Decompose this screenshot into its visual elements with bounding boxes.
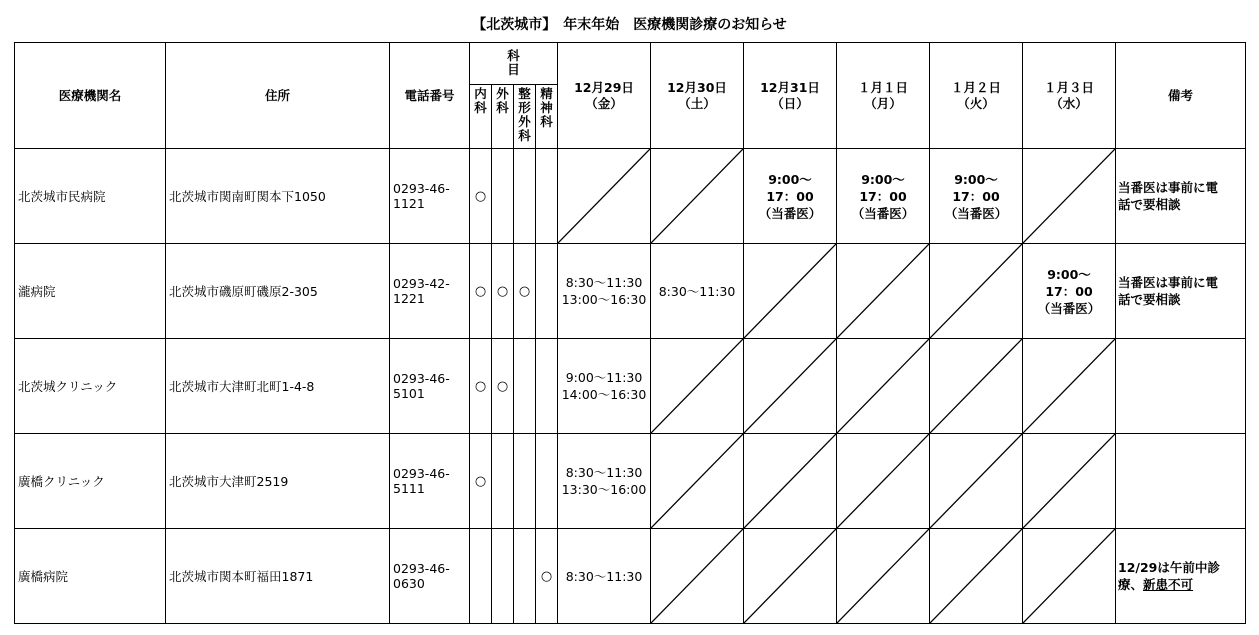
phone-line: 0293-42- [393,276,450,291]
remarks-cell [1116,149,1246,244]
phone-line: 1221 [393,291,425,306]
facility-name: 北茨城市民病院 [15,149,166,244]
dept-mark [492,529,514,624]
facility-phone [390,434,470,529]
dept-mark [514,149,536,244]
hours-line: 9:00～11:30 [565,370,643,385]
header-dept-char: 科 [518,128,531,143]
hours-line: 8:30～11:30 [658,283,736,299]
table-row [15,244,1246,339]
facility-phone [390,149,470,244]
closed-slash [651,339,744,434]
facility-phone [390,529,470,624]
header-dept-0 [470,85,492,149]
hours-line: 17：00 [859,188,907,204]
hours-line: 8:30～11:30 [565,465,643,480]
table-row [15,434,1246,529]
dept-mark [514,529,536,624]
day-cell [558,244,651,339]
facility-name: 廣橋病院 [15,529,166,624]
remarks-cell [1116,244,1246,339]
header-date-5: １月３日 （水） [1023,43,1116,149]
closed-slash [558,149,651,244]
hours-line: 13:00～16:30 [561,292,647,307]
closed-slash [837,244,930,339]
hours-line: 17：00 [1045,283,1093,299]
remarks-text: 療、 [1118,577,1144,592]
closed-slash [651,434,744,529]
facility-phone [390,244,470,339]
closed-slash [1023,339,1116,434]
phone-line: 0630 [393,576,425,591]
facility-address: 北茨城市大津町2519 [166,434,390,529]
closed-slash [744,339,837,434]
header-dept-3 [536,85,558,149]
hours-line: 14:00～16:30 [561,387,647,402]
remarks-line: 話で要相談 [1118,197,1181,212]
header-dept-char: 科 [474,100,487,115]
closed-slash [930,434,1023,529]
header-dept-char: 科 [496,100,509,115]
header-dept-2 [514,85,536,149]
remarks-line: 話で要相談 [1118,292,1181,307]
header-dept-char: 神 [540,100,553,115]
hours-line: （当番医） [851,205,915,221]
phone-line: 5101 [393,386,425,401]
dept-mark: ○ [536,529,558,624]
closed-slash [837,339,930,434]
day-cell [837,149,930,244]
dept-mark [514,339,536,434]
table-row [15,339,1246,434]
header-remarks: 備考 [1116,43,1246,149]
remarks-line: 当番医は事前に電 [1118,180,1219,195]
facility-name: 瀧病院 [15,244,166,339]
dept-mark [536,149,558,244]
closed-slash [651,149,744,244]
phone-line: 0293-46- [393,371,450,386]
remarks-cell [1116,339,1246,434]
day-cell [744,149,837,244]
closed-slash [930,339,1023,434]
dept-mark: ○ [492,339,514,434]
header-dept-1 [492,85,514,149]
hours-line: 9:00～ [768,171,812,187]
header-dept-char: 形 [518,100,531,115]
header-phone: 電話番号 [390,43,470,149]
header-address: 住所 [166,43,390,149]
hours-line: （当番医） [758,205,822,221]
phone-line: 0293-46- [393,466,450,481]
dept-mark [536,339,558,434]
header-date-2: 12月31日 （日） [744,43,837,149]
closed-slash [744,434,837,529]
remarks-line: 当番医は事前に電 [1118,275,1219,290]
closed-slash [744,244,837,339]
header-departments [470,43,558,85]
dept-mark: ○ [470,149,492,244]
hours-line: 8:30～11:30 [565,568,643,584]
dept-mark [492,149,514,244]
header-dept-char: 科 [540,114,553,129]
header-dept-char: 外 [496,86,509,101]
closed-slash [930,244,1023,339]
hours-line: 17：00 [766,188,814,204]
dept-mark: ○ [470,244,492,339]
hours-line: 13:30～16:00 [561,482,647,497]
hours-line: （当番医） [1037,300,1101,316]
closed-slash [744,529,837,624]
phone-line: 0293-46- [393,181,450,196]
closed-slash [1023,149,1116,244]
dept-mark [470,529,492,624]
remarks-emphasis: 新患不可 [1143,577,1194,592]
hours-line: （当番医） [944,205,1008,221]
remarks-cell [1116,529,1246,624]
header-date-4: １月２日 （火） [930,43,1023,149]
remarks-cell [1116,434,1246,529]
facility-address: 北茨城市大津町北町1-4-8 [166,339,390,434]
dept-mark: ○ [470,339,492,434]
day-cell [558,529,651,624]
header-date-1: 12月30日 （土） [651,43,744,149]
header-date-3: １月１日 （月） [837,43,930,149]
facility-name: 廣橋クリニック [15,434,166,529]
day-cell [930,149,1023,244]
closed-slash [651,529,744,624]
dept-mark: ○ [492,244,514,339]
table-row [15,149,1246,244]
header-dept-char: 整 [518,86,531,101]
hours-line: 9:00～ [954,171,998,187]
closed-slash [837,434,930,529]
facility-phone [390,339,470,434]
page-title: 【北茨城市】 年末年始 医療機関診療のお知らせ [472,17,787,33]
facility-address: 北茨城市磯原町磯原2-305 [166,244,390,339]
facility-address: 北茨城市関本町福田1871 [166,529,390,624]
hours-line: 9:00～ [1047,266,1091,282]
header-name: 医療機関名 [15,43,166,149]
dept-mark [492,434,514,529]
hours-line: 17：00 [952,188,1000,204]
remarks-line: 12/29は午前中診 [1118,560,1220,575]
closed-slash [1023,434,1116,529]
header-dept-char: 内 [474,86,487,101]
closed-slash [930,529,1023,624]
remarks-line [1118,576,1245,593]
phone-line: 1121 [393,196,425,211]
hours-line: 8:30～11:30 [565,275,643,290]
day-cell [558,434,651,529]
dept-mark [536,244,558,339]
facility-address: 北茨城市関南町関本下1050 [166,149,390,244]
closed-slash [1023,529,1116,624]
phone-line: 0293-46- [393,561,450,576]
clinic-schedule-table [14,42,1246,624]
closed-slash [837,529,930,624]
table-row [15,529,1246,624]
hours-line: 9:00～ [861,171,905,187]
dept-mark [514,434,536,529]
day-cell [651,244,744,339]
header-dept-char: 科 [507,48,520,63]
day-cell [558,339,651,434]
header-dept-char: 目 [507,62,520,77]
phone-line: 5111 [393,481,425,496]
facility-name: 北茨城クリニック [15,339,166,434]
dept-mark [536,434,558,529]
header-dept-char: 精 [540,86,553,101]
dept-mark: ○ [514,244,536,339]
day-cell [1023,244,1116,339]
header-dept-char: 外 [518,114,531,129]
header-date-0: 12月29日 （金） [558,43,651,149]
dept-mark: ○ [470,434,492,529]
